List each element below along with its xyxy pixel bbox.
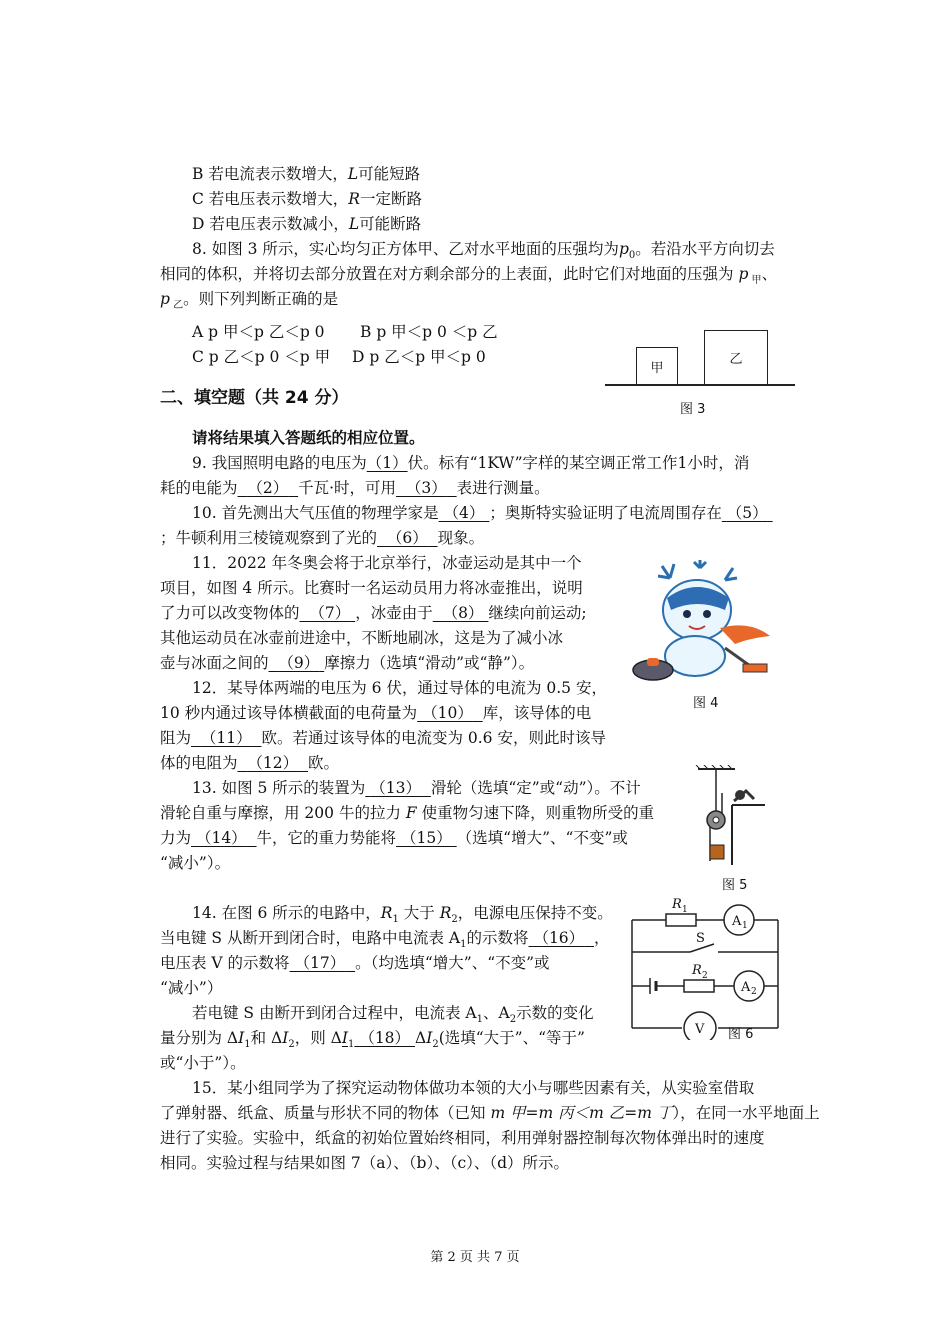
blank-17: （17）: [294, 954, 346, 972]
q14-line-4: “减小”）: [160, 979, 223, 997]
label-a1: A: [732, 914, 742, 929]
q15-line-4: 相同。实验过程与结果如图 7（a）、（b）、（c）、（d）所示。: [160, 1154, 570, 1172]
blank-4: （4）: [443, 504, 485, 522]
q11-line-5: 壶与冰面之间的 （9） 摩擦力（选填“滑动”或“静”）。: [160, 654, 535, 672]
label-r2: R: [692, 963, 702, 978]
q13-line-1: 13. 如图 5 所示的装置为 （13） 滑轮（选填“定”或“动”）。不计: [192, 779, 641, 797]
blank-5: （5）: [726, 504, 768, 522]
figure-3-box-jia: 甲: [636, 347, 678, 385]
label-switch: S: [696, 931, 705, 946]
q15-line-3: 进行了实验。实验中，纸盒的初始位置始终相同，利用弹射器控制每次物体弹出时的速度: [160, 1129, 765, 1147]
q14-line-2: 当电键 S 从断开到闭合时，电路中电流表 $A_1$的示数将 （16） ，: [160, 929, 610, 951]
q8-option-d: D p 乙＜p 甲＜p 0: [352, 348, 486, 366]
q15-line-1: 15．某小组同学为了探究运动物体做功本领的大小与哪些因素有关，从实验室借取: [192, 1079, 755, 1097]
blank-3: （3）: [405, 479, 447, 497]
blank-8: （8）: [442, 604, 484, 622]
q7-option-c: C 若电压表示数增大，R一定断路: [192, 190, 422, 208]
q11-line-1: 11．2022 年冬奥会将于北京举行，冰壶运动是其中一个: [192, 554, 582, 572]
q12-line-2: 10 秒内通过该导体横截面的电荷量为 （10） 库，该导体的电: [160, 704, 592, 722]
blank-10: （10）: [422, 704, 473, 722]
label-r2-sub: 2: [702, 971, 708, 981]
q8-option-b: B p 甲＜p 0 ＜p 乙: [360, 323, 498, 341]
q10-line-1: 10. 首先测出大气压值的物理学家是 （4） ；奥斯特实验证明了电流周围存在 （5）: [192, 502, 773, 524]
section-2-instruction: 请将结果填入答题纸的相应位置。: [192, 428, 425, 447]
q7-option-d: D 若电压表示数减小，L可能断路: [192, 215, 422, 233]
q7-option-b: B 若电流表示数增大，L可能短路: [192, 165, 421, 183]
q11-line-2: 项目，如图 4 所示。比赛时一名运动员用力将冰壶推出，说明: [160, 579, 583, 597]
label-r1-sub: 1: [682, 905, 688, 915]
blank-16: （16）: [533, 929, 585, 947]
q11-line-3: 了力可以改变物体的 （7） ，冰壶由于 （8） 继续向前运动;: [160, 604, 587, 622]
q15-line-2: 了弹射器、纸盒、质量与形状不同的物体（已知 m 甲=m 丙＜m 乙=m 丁），在同一水平地面上: [160, 1104, 820, 1122]
blank-2: （2）: [247, 479, 289, 497]
figure-4-mascot-illustration: [625, 558, 775, 688]
figure-5-caption: 图 5: [722, 878, 748, 893]
figure-3-caption: 图 3: [680, 402, 706, 417]
figure-5-pulley-diagram: [690, 765, 775, 870]
blank-14: （14）: [195, 829, 247, 847]
blank-18: $I_1$ （18）: [341, 1029, 411, 1051]
q14-line-7: 或“小于”）。: [160, 1054, 246, 1072]
blank-7: （7）: [309, 604, 351, 622]
q8-option-c: C p 乙＜p 0 ＜p 甲: [192, 348, 331, 366]
blank-9: （9）: [278, 654, 320, 672]
label-r1: R: [672, 897, 682, 912]
blank-6: （6）: [386, 529, 428, 547]
q9-line-2: 耗的电能为 （2） 千瓦·时，可用 （3） 表进行测量。: [160, 479, 550, 497]
q8-line-3: p $_乙$。则下列判断正确的是: [160, 290, 339, 312]
figure-3-box-yi: 乙: [704, 330, 768, 385]
q12-line-1: 12．某导体两端的电压为 6 伏，通过导体的电流为 0.5 安，: [192, 679, 607, 697]
figure-6-circuit-diagram: [620, 890, 790, 1040]
label-a2-sub: 2: [751, 987, 757, 997]
q14-line-1: 14. 在图 6 所示的电路中，$R_1$ 大于 $R_2$，电源电压保持不变。: [192, 904, 613, 926]
blank-12: （12）: [247, 754, 299, 772]
figure-4-caption: 图 4: [693, 696, 719, 711]
q14-line-5: 若电键 S 由断开到闭合过程中，电流表 $A_1$、$A_2$示数的变化: [192, 1004, 594, 1026]
label-v: V: [695, 1022, 705, 1037]
q14-line-6: 量分别为 $\Delta I_1$和 $\Delta I_2$，则 $\Delta I_1$ （18） $\Delta I_2$(选填“大于”、“等于”: [160, 1029, 585, 1051]
label-a2: A: [741, 980, 751, 995]
q11-line-4: 其他运动员在冰壶前进途中，不断地刷冰，这是为了减小冰: [160, 629, 564, 647]
q13-line-2: 滑轮自重与摩擦，用 200 牛的拉力 F 使重物匀速下降，则重物所受的重: [160, 804, 655, 822]
label-a1-sub: 1: [742, 921, 748, 931]
figure-6-caption: 图 6: [728, 1027, 754, 1042]
q8-line-2: 相同的体积，并将切去部分放置在对方剩余部分的上表面，此时它们对地面的压强为 p $_甲$、: [160, 265, 778, 287]
blank-11: （11）: [200, 729, 252, 747]
blank-13: （13）: [370, 779, 421, 797]
q14-line-3: 电压表 V 的示数将 （17） 。（均选填“增大”、“不变”或: [160, 954, 550, 972]
q13-line-4: “减小”）。: [160, 854, 231, 872]
q8-option-a: A p 甲＜p 乙＜p 0: [192, 323, 325, 341]
q12-line-4: 体的电阻为 （12） 欧。: [160, 754, 339, 772]
q12-line-3: 阻为 （11） 欧。若通过该导体的电流变为 0.6 安，则此时该导: [160, 729, 606, 747]
figure-3-ground: [605, 384, 795, 386]
section-2-title: 二、填空题（共 24 分）: [160, 388, 349, 408]
q9-line-1: 9. 我国照明电路的电压为（1）伏。标有“1KW”字样的某空调正常工作1小时，消: [192, 454, 750, 472]
page-footer: 第 2 页 共 7 页: [430, 1250, 520, 1265]
q10-line-2: ；牛顿利用三棱镜观察到了光的 （6） 现象。: [160, 529, 485, 547]
q13-line-3: 力为 （14） 牛，它的重力势能将 （15） （选填“增大”、“不变”或: [160, 829, 628, 847]
blank-15: （15）: [401, 829, 452, 847]
q8-line-1: 8. 如图 3 所示，实心均匀正方体甲、乙对水平地面的压强均为$p_0$。若沿水平方向切去: [192, 240, 775, 262]
blank-1: （1）: [366, 454, 408, 472]
